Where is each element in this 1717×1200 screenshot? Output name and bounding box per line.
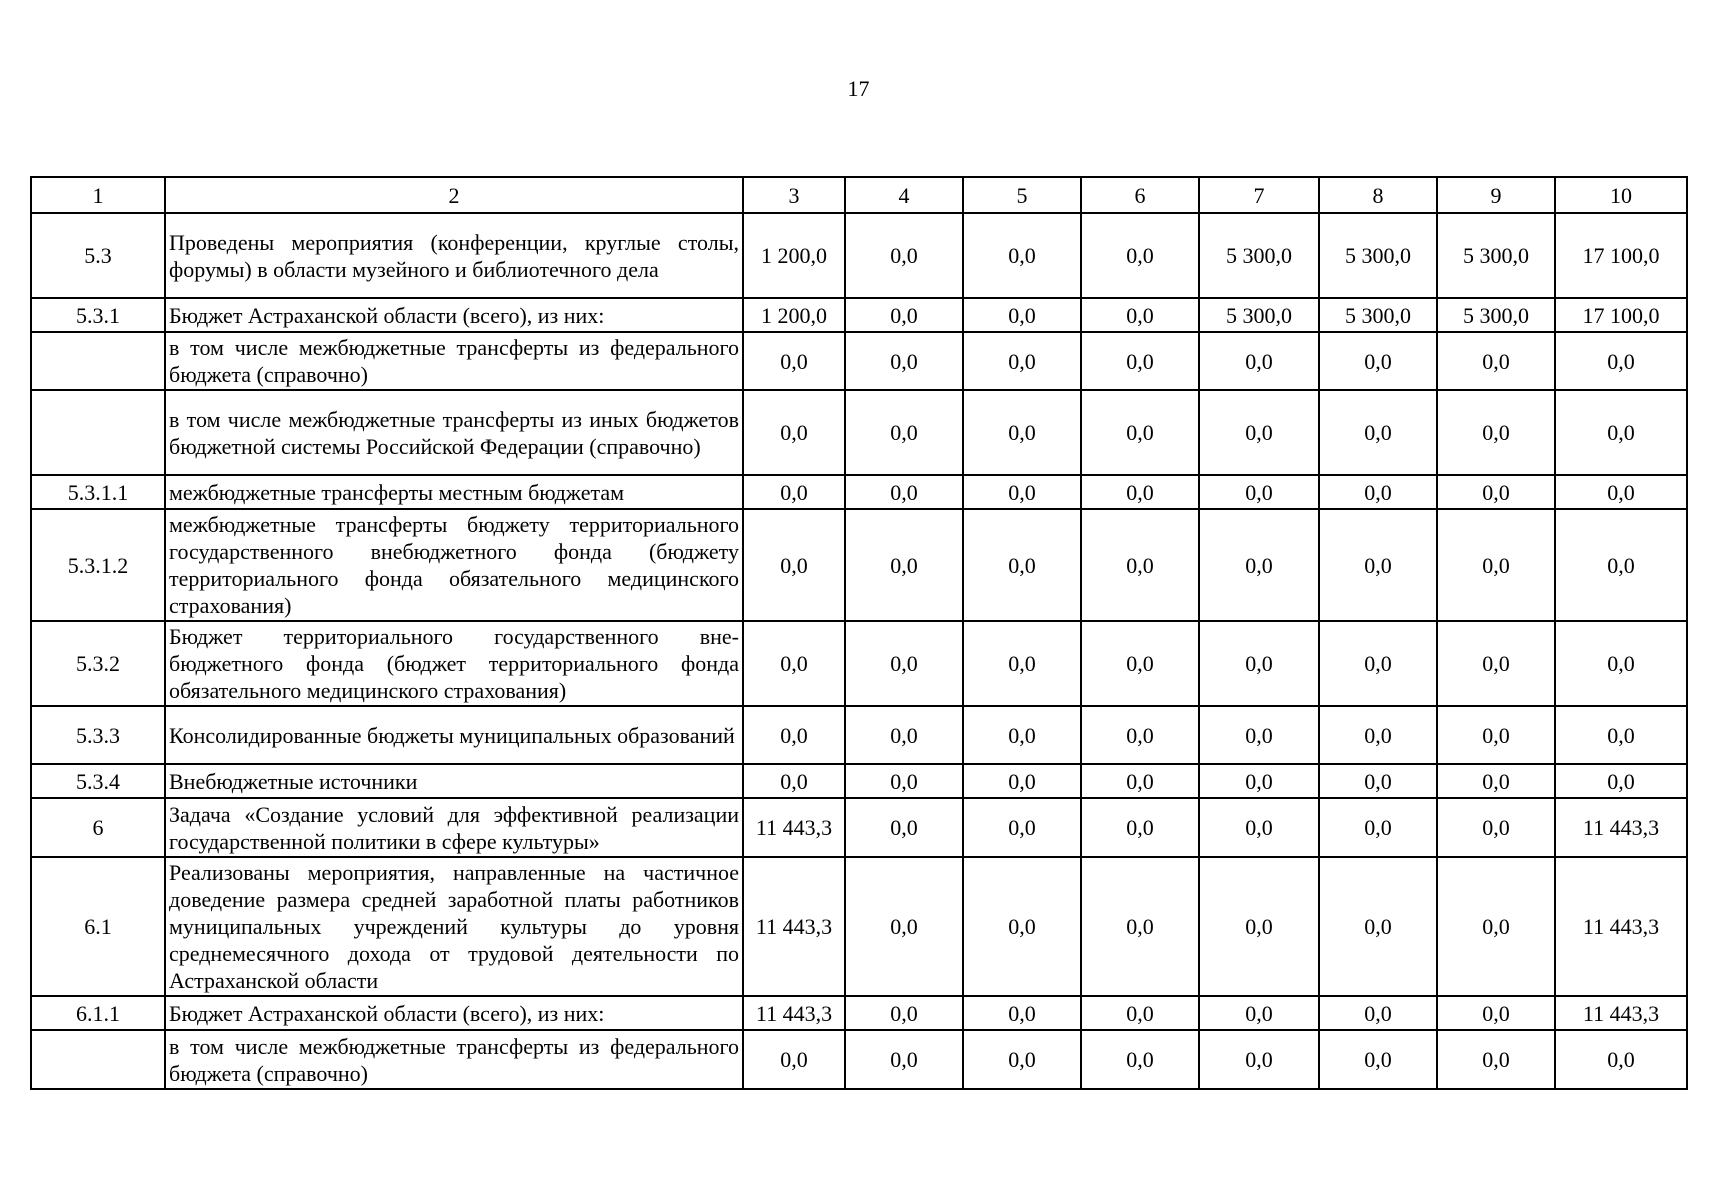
row-value: 0,0 [845,213,963,298]
row-value: 0,0 [1319,706,1437,764]
table-row [31,213,1687,298]
column-header: 9 [1437,177,1555,213]
row-value: 0,0 [963,1030,1081,1089]
row-code: 5.3 [31,213,165,298]
row-value: 5 300,0 [1319,298,1437,332]
row-value: 17 100,0 [1555,298,1687,332]
row-value: 0,0 [845,298,963,332]
row-description: Консолидированные бюджеты муниципальных образований [165,706,743,764]
row-code [31,332,165,390]
row-code [31,390,165,475]
row-value: 0,0 [1319,475,1437,509]
row-value: 0,0 [1199,798,1319,857]
row-description: Внебюджетные источники [165,764,743,798]
row-value: 0,0 [743,509,845,621]
row-value: 11 443,3 [1555,857,1687,996]
row-value: 0,0 [1319,798,1437,857]
row-code: 5.3.4 [31,764,165,798]
row-value: 0,0 [1199,390,1319,475]
row-value: 0,0 [1319,764,1437,798]
row-value: 11 443,3 [743,857,845,996]
row-code: 6.1 [31,857,165,996]
row-value: 0,0 [1437,764,1555,798]
row-value: 0,0 [1081,213,1199,298]
row-value: 0,0 [845,764,963,798]
row-value: 0,0 [1555,390,1687,475]
table-row [31,857,1687,996]
row-value: 0,0 [1319,621,1437,706]
row-value: 1 200,0 [743,213,845,298]
row-value: 17 100,0 [1555,213,1687,298]
row-description: в том числе межбюджетные трансферты из федерального бюджета (справочно) [165,332,743,390]
row-value: 5 300,0 [1437,298,1555,332]
table-row [31,706,1687,764]
row-value: 0,0 [1555,706,1687,764]
row-value: 0,0 [1555,764,1687,798]
row-description: в том числе межбюджетные трансферты из федерального бюджета (справочно) [165,1030,743,1089]
row-value: 0,0 [1081,621,1199,706]
row-value: 11 443,3 [1555,996,1687,1030]
row-value: 0,0 [963,298,1081,332]
row-description: Проведены мероприятия (конференции, круглые столы, форумы) в области музейного и библиотечного дела [165,213,743,298]
row-value: 0,0 [1437,1030,1555,1089]
row-value: 0,0 [963,764,1081,798]
row-description: Бюджет территориального государственного внебюджетного фонда (бюджет территориального фонда обязательного медицинского страхования) [165,621,743,706]
row-value: 0,0 [1199,764,1319,798]
row-value: 0,0 [1437,621,1555,706]
row-value: 0,0 [743,621,845,706]
table-row [31,390,1687,475]
row-value: 5 300,0 [1199,298,1319,332]
row-value: 0,0 [743,332,845,390]
row-value: 0,0 [963,996,1081,1030]
row-value: 5 300,0 [1199,213,1319,298]
budget-table [30,176,1688,1090]
row-value: 0,0 [1319,1030,1437,1089]
column-header: 6 [1081,177,1199,213]
row-value: 0,0 [1199,857,1319,996]
row-value: 5 300,0 [1319,213,1437,298]
row-value: 0,0 [963,706,1081,764]
row-value: 0,0 [1555,621,1687,706]
row-code: 6.1.1 [31,996,165,1030]
table-row [31,798,1687,857]
row-value: 0,0 [743,475,845,509]
row-value: 0,0 [845,1030,963,1089]
row-value: 0,0 [1081,706,1199,764]
row-value: 0,0 [845,857,963,996]
table-body [31,177,1687,1089]
row-value: 0,0 [845,475,963,509]
column-header: 4 [845,177,963,213]
table-row [31,509,1687,621]
row-description: в том числе межбюджетные трансферты из иных бюджетов бюджетной системы Российской Федерации (справочно) [165,390,743,475]
row-value: 0,0 [1199,621,1319,706]
table-row [31,1030,1687,1089]
row-value: 11 443,3 [1555,798,1687,857]
row-value: 0,0 [963,621,1081,706]
row-value: 0,0 [1555,509,1687,621]
row-value: 5 300,0 [1437,213,1555,298]
table-row [31,475,1687,509]
row-value: 0,0 [743,764,845,798]
row-description: Бюджет Астраханской области (всего), из них: [165,996,743,1030]
row-value: 0,0 [963,475,1081,509]
row-value: 0,0 [1081,390,1199,475]
row-value: 0,0 [1199,996,1319,1030]
table-row [31,764,1687,798]
column-header: 2 [165,177,743,213]
row-value: 0,0 [963,332,1081,390]
row-value: 0,0 [1199,1030,1319,1089]
row-code: 5.3.1 [31,298,165,332]
row-value: 0,0 [743,390,845,475]
row-description: межбюджетные трансферты местным бюджетам [165,475,743,509]
row-value: 0,0 [1437,332,1555,390]
row-value: 0,0 [963,213,1081,298]
row-value: 0,0 [1437,390,1555,475]
row-value: 0,0 [1319,509,1437,621]
row-description: Бюджет Астраханской области (всего), из них: [165,298,743,332]
row-value: 0,0 [845,996,963,1030]
row-value: 0,0 [845,621,963,706]
row-value: 0,0 [1199,509,1319,621]
row-value: 0,0 [845,798,963,857]
row-value: 0,0 [963,390,1081,475]
row-value: 0,0 [1319,996,1437,1030]
row-value: 0,0 [1319,857,1437,996]
row-value: 0,0 [1199,332,1319,390]
table-row [31,298,1687,332]
row-value: 0,0 [743,706,845,764]
row-value: 0,0 [743,1030,845,1089]
column-header: 10 [1555,177,1687,213]
row-value: 0,0 [845,509,963,621]
row-value: 0,0 [1081,798,1199,857]
row-value: 0,0 [845,332,963,390]
row-code: 5.3.2 [31,621,165,706]
table-row [31,996,1687,1030]
row-value: 0,0 [1319,332,1437,390]
column-header: 8 [1319,177,1437,213]
row-value: 0,0 [1555,475,1687,509]
row-value: 0,0 [845,706,963,764]
row-value: 0,0 [1199,706,1319,764]
page-number: 17 [847,76,870,101]
row-value: 0,0 [1555,1030,1687,1089]
table-row [31,621,1687,706]
row-value: 0,0 [1437,798,1555,857]
row-code: 5.3.3 [31,706,165,764]
row-description: Реализованы мероприятия, направленные на частичное доведение размера средней заработной платы работников муниципальных учреждений культуры до уровня среднемесячного дохода от трудовой деятельности по Астраханской области [165,857,743,996]
column-header: 7 [1199,177,1319,213]
row-code: 5.3.1.2 [31,509,165,621]
row-value: 0,0 [1437,475,1555,509]
row-value: 1 200,0 [743,298,845,332]
column-header: 5 [963,177,1081,213]
row-value: 0,0 [1437,706,1555,764]
row-value: 0,0 [1081,332,1199,390]
row-value: 0,0 [1081,764,1199,798]
row-value: 0,0 [1319,390,1437,475]
row-value: 0,0 [1081,509,1199,621]
row-description: межбюджетные трансферты бюджету территориального государственного внебюджетного фонда (бюджету территориального фонда обязательного медицинского страхования) [165,509,743,621]
row-value: 0,0 [1081,298,1199,332]
row-description: Задача «Создание условий для эффективной реализации государственной политики в сфере культуры» [165,798,743,857]
table-header-row [31,177,1687,213]
row-value: 0,0 [845,390,963,475]
column-header: 1 [31,177,165,213]
row-value: 0,0 [1081,857,1199,996]
row-code [31,1030,165,1089]
row-code: 6 [31,798,165,857]
row-value: 11 443,3 [743,996,845,1030]
table-row [31,332,1687,390]
row-value: 0,0 [1555,332,1687,390]
row-value: 0,0 [1437,857,1555,996]
row-value: 11 443,3 [743,798,845,857]
row-value: 0,0 [1199,475,1319,509]
row-code: 5.3.1.1 [31,475,165,509]
row-value: 0,0 [1437,996,1555,1030]
row-value: 0,0 [963,509,1081,621]
row-value: 0,0 [1081,475,1199,509]
column-header: 3 [743,177,845,213]
row-value: 0,0 [963,857,1081,996]
row-value: 0,0 [1081,996,1199,1030]
row-value: 0,0 [1437,509,1555,621]
row-value: 0,0 [963,798,1081,857]
row-value: 0,0 [1081,1030,1199,1089]
